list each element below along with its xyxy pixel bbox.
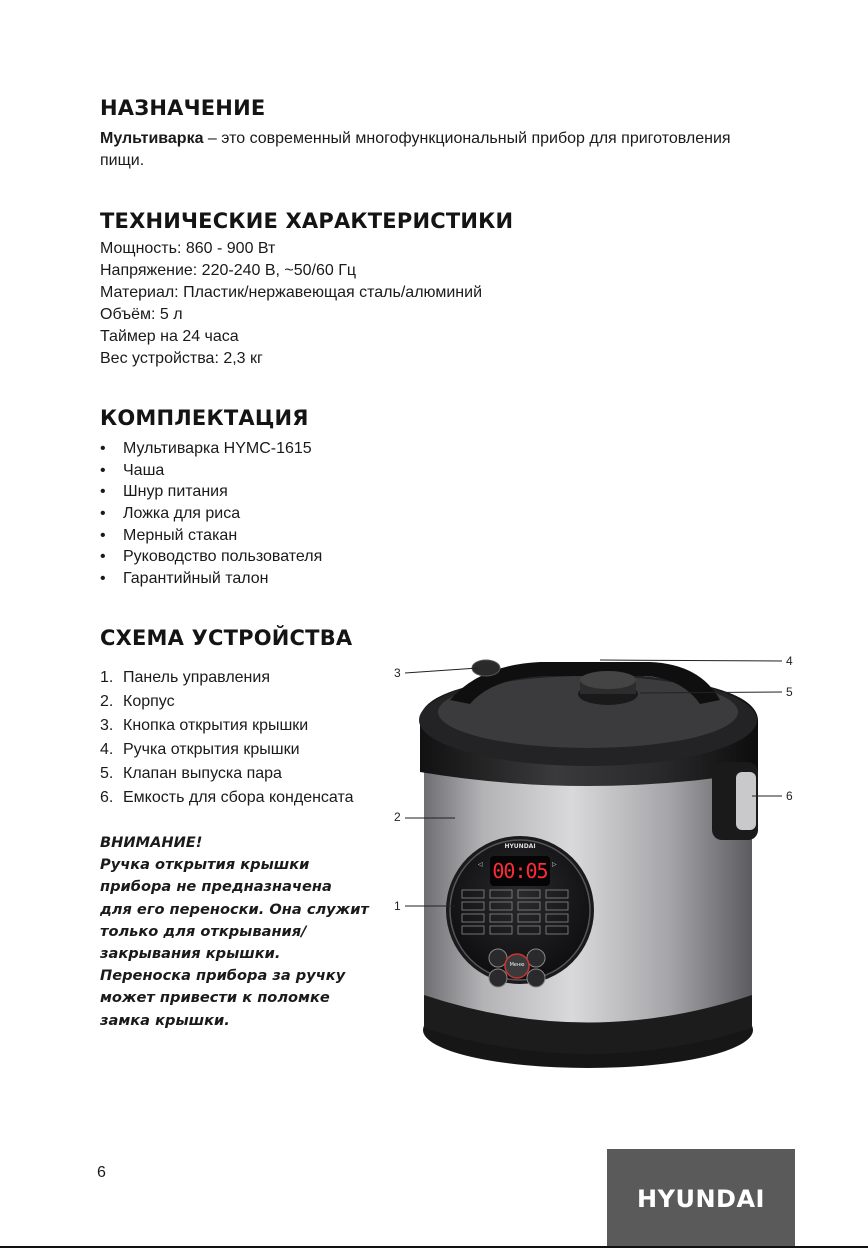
panel-brand-label: HYUNDAI: [504, 843, 536, 850]
svg-text:◁: ◁: [478, 861, 483, 868]
bullet-icon: •: [100, 526, 106, 544]
bullet-icon: •: [100, 461, 106, 479]
bullet-icon: •: [100, 483, 106, 501]
bullet-icon: •: [100, 505, 106, 523]
page-number: 6: [97, 1164, 106, 1181]
list-item: 5. Клапан выпуска пара: [100, 765, 282, 782]
list-item: 4. Ручка открытия крышки: [100, 741, 300, 758]
spec-item: Вес устройства: 2,3 кг: [100, 350, 263, 367]
warning-title: ВНИМАНИЕ!: [100, 834, 203, 851]
bullet-icon: •: [100, 548, 106, 566]
package-heading: КОМПЛЕКТАЦИЯ: [100, 406, 309, 430]
list-item: 1. Панель управления: [100, 669, 270, 686]
callout-1: 1: [394, 899, 401, 913]
purpose-text-line1: – это современный многофункциональный прибор для приготовления: [203, 130, 731, 147]
list-item: • Мерный стакан: [100, 525, 322, 547]
callout-2: 2: [394, 810, 401, 824]
list-item: • Ложка для риса: [100, 503, 322, 525]
purpose-heading: НАЗНАЧЕНИЕ: [100, 96, 266, 120]
callout-4: 4: [786, 654, 793, 668]
list-item: • Гарантийный талон: [100, 568, 322, 590]
warning-note: ВНИМАНИЕ! Ручка открытия крышки прибора не предназначена для его переноски. Она служит только для открывания/ закрывания крышки. Переноска прибора за ручку может привести к поломке замка крышки.: [100, 832, 390, 1032]
steam-valve-shape: [578, 671, 638, 705]
list-item: • Шнур питания: [100, 481, 322, 503]
svg-text:▷: ▷: [552, 861, 557, 868]
list-item: 3. Кнопка открытия крышки: [100, 717, 309, 734]
menu-button-label: Меню: [509, 962, 525, 968]
list-item: • Мультиварка HYMC-1615: [100, 438, 322, 460]
condensate-container-shape: [712, 762, 758, 840]
list-item: 2. Корпус: [100, 693, 175, 710]
purpose-term: Мультиварка: [100, 130, 204, 147]
list-item: • Чаша: [100, 460, 322, 482]
callout-6: 6: [786, 789, 793, 803]
display-time: 00:05: [492, 859, 548, 883]
specs-heading: ТЕХНИЧЕСКИЕ ХАРАКТЕРИСТИКИ: [100, 209, 514, 233]
spec-item: Таймер на 24 часа: [100, 328, 239, 345]
brand-logo: [607, 1149, 795, 1248]
callout-3: 3: [394, 666, 401, 680]
bullet-icon: •: [100, 440, 106, 457]
spec-item: Мощность: 860 - 900 Вт: [100, 240, 276, 257]
callout-5: 5: [786, 685, 793, 699]
bullet-icon: •: [100, 570, 106, 588]
list-item: 6. Емкость для сбора конденсата: [100, 789, 354, 806]
spec-item: Материал: Пластик/нержавеющая сталь/алюминий: [100, 284, 482, 301]
brand-logo-text: HYUNDAI: [637, 1184, 765, 1213]
scheme-heading: СХЕМА УСТРОЙСТВА: [100, 626, 353, 650]
list-item: • Руководство пользователя: [100, 546, 322, 568]
spec-item: Объём: 5 л: [100, 306, 183, 323]
spec-item: Напряжение: 220-240 В, ~50/60 Гц: [100, 262, 357, 279]
purpose-text-line2: пищи.: [100, 152, 145, 169]
